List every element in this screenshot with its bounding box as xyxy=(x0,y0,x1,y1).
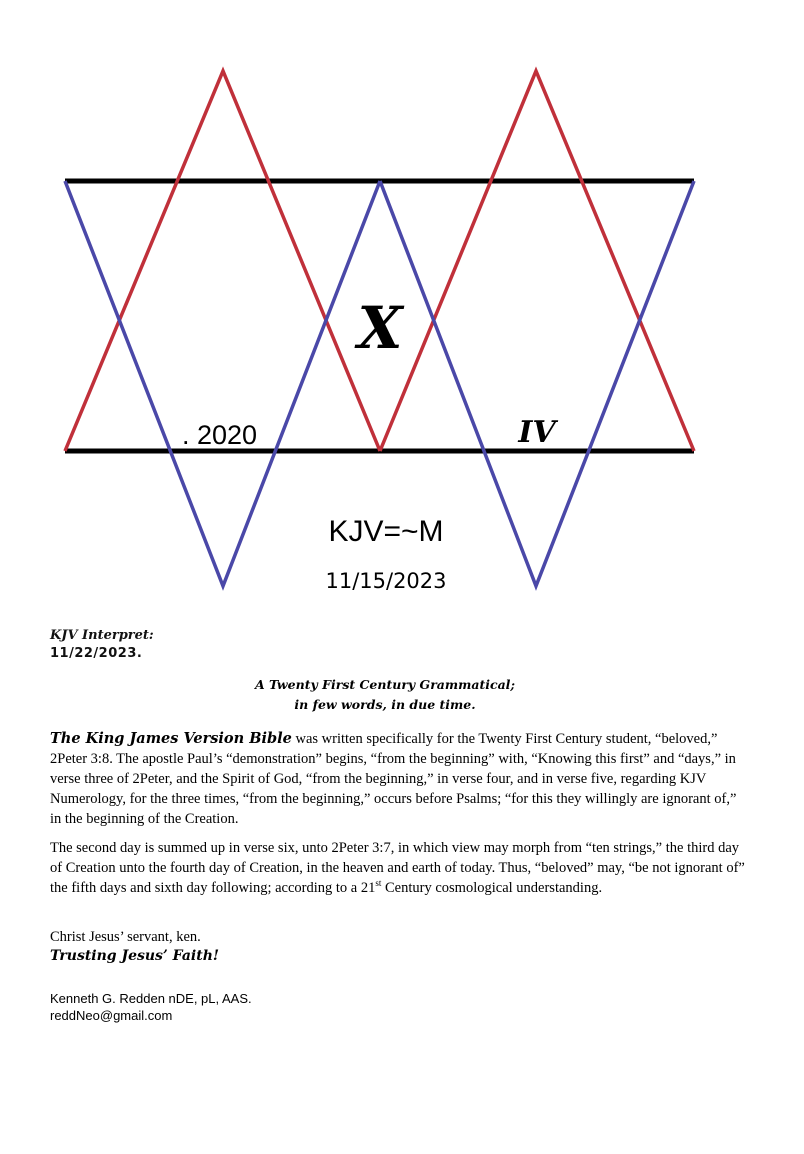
chi-symbol: X xyxy=(357,294,403,362)
left-red-triangle xyxy=(65,71,380,451)
roman-numeral-label: IV xyxy=(518,415,556,450)
year-label: . 2020 xyxy=(182,420,258,450)
ordinal-suffix: st xyxy=(375,878,382,889)
kjv-heading: KJV=~M xyxy=(328,515,444,548)
subtitle-line-1: A Twenty First Century Grammatical; xyxy=(254,677,516,692)
signoff-blackletter: Trusting Jesus’ Faith! xyxy=(50,948,220,964)
kjv-bible-title: The King James Version Bible xyxy=(50,730,292,747)
paragraph-2 xyxy=(50,838,750,898)
contact-email[interactable]: reddNeo@gmail.com xyxy=(50,1008,173,1023)
contact-name: Kenneth G. Redden nDE, pL, AAS. xyxy=(50,991,252,1006)
interpret-heading: KJV Interpret: xyxy=(50,628,154,643)
paragraph-2-text: The second day is summed up in verse six, unto 2Peter 3:7, in which view may morph from “ten strings,” the third day of Creation unto the fourth day of Creation, in the heaven and earth of today. Thus, “beloved” may, “be not ignorant of” the fifth days and sixth day following; according to a 21 xyxy=(50,840,745,896)
signoff-line-2 xyxy=(50,946,750,966)
right-red-triangle xyxy=(380,71,694,451)
interpret-date: 11/22/2023. xyxy=(50,646,143,661)
diagram-date: 11/15/2023 xyxy=(325,569,447,593)
signoff-line-1: Christ Jesus’ servant, ken. xyxy=(50,929,201,945)
subtitle-line-2: in few words, in due time. xyxy=(294,697,476,712)
paragraph-2-tail: Century cosmological understanding. xyxy=(381,880,603,896)
paragraph-1-text: was written specifically for the Twenty First Century student, “beloved,” 2Peter 3:8. The apostle Paul’s “demonstration” begins, “from the beginning” with, “Knowing this first” and “days,” in verse three of 2Peter, and the Spirit of God, “from the beginning,” in verse four, and in verse five, regarding KJV Numerology, for the three times, “from the beginning,” occurs before Psalms; “for this they willingly are ignorant of,” in the beginning of the Creation. xyxy=(50,731,737,827)
paragraph-1 xyxy=(50,729,750,829)
